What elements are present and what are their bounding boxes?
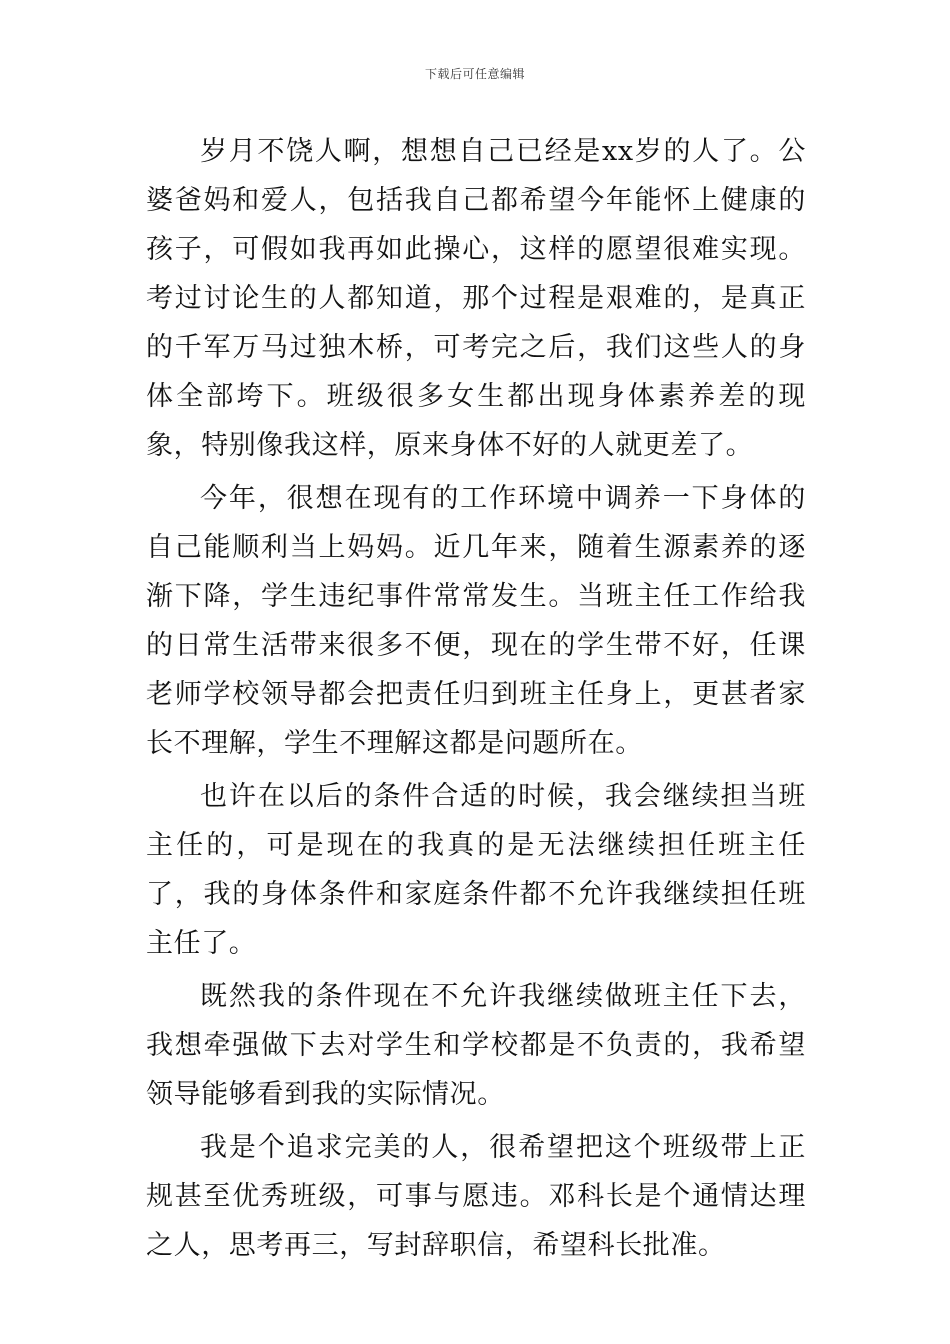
paragraph-5: 我是个追求完美的人，很希望把这个班级带上正规甚至优秀班级，可事与愿违。邓科长是个通情达理之人，思考再三，写封辞职信，希望科长批准。 (146, 1132, 806, 1261)
paragraph-3: 也许在以后的条件合适的时候，我会继续担当班主任的，可是现在的我真的是无法继续担任班主任了，我的身体条件和家庭条件都不允许我继续担任班主任了。 (146, 781, 806, 959)
header-note: 下载后可任意编辑 (424, 67, 525, 81)
paragraph-1: 岁月不饶人啊，想想自己已经是xx岁的人了。公婆爸妈和爱人，包括我自己都希望今年能怀上健康的孩子，可假如我再如此操心，这样的愿望很难实现。考过讨论生的人都知道，那个过程是艰难的，是真正的千军万马过独木桥，可考完之后，我们这些人的身体全部垮下。班级很多女生都出现身体素养差的现象，特别像我这样，原来身体不好的人就更差了。 (146, 136, 806, 461)
document-body (146, 127, 806, 1274)
paragraph-2: 今年，很想在现有的工作环境中调养一下身体的自己能顺利当上妈妈。近几年来，随着生源素养的逐渐下降，学生违纪事件常常发生。当班主任工作给我的日常生活带来很多不便，现在的学生带不好，任课老师学校领导都会把责任归到班主任身上，更甚者家长不理解，学生不理解这都是问题所在。 (146, 483, 806, 759)
paragraph-4: 既然我的条件现在不允许我继续做班主任下去，我想牵强做下去对学生和学校都是不负责的，我希望领导能够看到我的实际情况。 (146, 981, 806, 1110)
